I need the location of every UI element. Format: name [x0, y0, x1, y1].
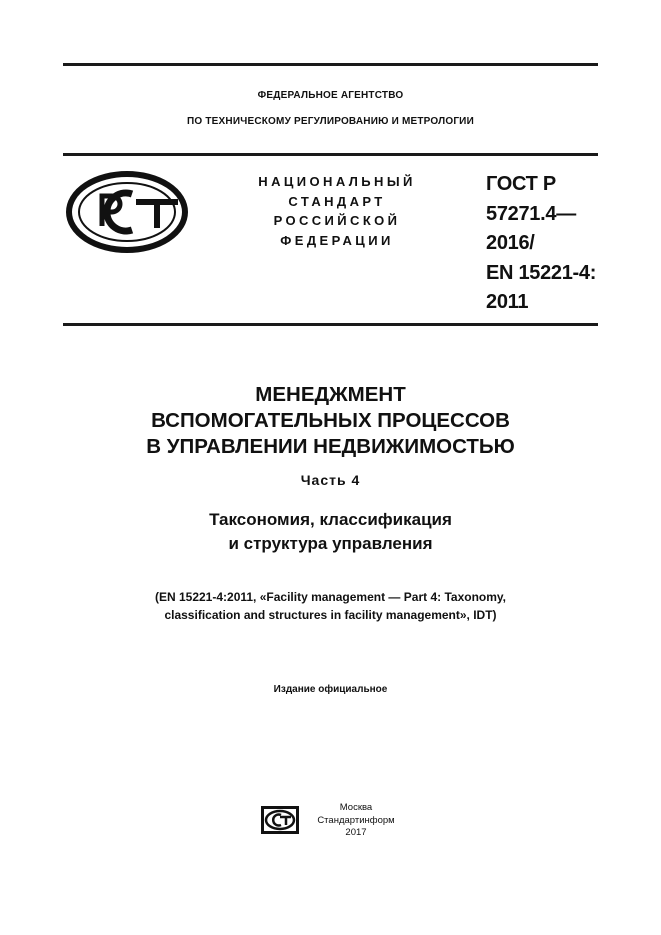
document-title [40, 382, 621, 460]
publisher-name: Стандартинформ [317, 814, 395, 826]
designation-line: 57271.4— [486, 202, 576, 225]
publisher-info [306, 802, 406, 840]
rst-mark-icon [66, 170, 192, 254]
agency-line-1: ФЕДЕРАЛЬНОЕ АГЕНТСТВО [257, 90, 404, 101]
top-rule [63, 63, 598, 66]
designation-line: 2016/ [486, 232, 535, 254]
part-number: Часть 4 [300, 472, 361, 488]
standard-type-line: РОССИЙСКОЙ [273, 213, 401, 228]
standard-type-line: НАЦИОНАЛЬНЫЙ [258, 174, 416, 189]
subtitle-line: и структура управления [228, 534, 433, 553]
title-line: В УПРАВЛЕНИИ НЕДВИЖИМОСТЬЮ [146, 435, 515, 458]
subtitle-line: Таксономия, классификация [209, 510, 452, 529]
section-rule [63, 323, 598, 326]
standartinform-logo-icon [261, 806, 299, 834]
standard-type-line: СТАНДАРТ [288, 193, 386, 209]
publisher-city: Москва [339, 802, 373, 813]
title-line: ВСПОМОГАТЕЛЬНЫХ ПРОЦЕССОВ [151, 409, 510, 432]
edition-note: Издание официальное [273, 684, 388, 695]
standard-type-line: ФЕДЕРАЦИИ [280, 232, 394, 248]
header-rule [63, 153, 598, 156]
standard-type [212, 172, 462, 250]
en-reference [63, 588, 598, 624]
title-line: МЕНЕДЖМЕНТ [255, 383, 406, 406]
designation-line: EN 15221-4: [486, 261, 597, 284]
designation-line: ГОСТ Р [486, 173, 556, 195]
en-reference-line: (EN 15221-4:2011, «Facility management — Part 4: Taxonomy, [154, 590, 507, 604]
document-subtitle [63, 508, 598, 556]
standard-designation [486, 170, 596, 318]
designation-line: 2011 [486, 291, 529, 313]
en-reference-line: classification and structures in facility management», IDT) [164, 608, 497, 622]
agency-line-2: ПО ТЕХНИЧЕСКОМУ РЕГУЛИРОВАНИЮ И МЕТРОЛОГИИ [187, 116, 474, 127]
publisher-year: 2017 [345, 827, 367, 838]
